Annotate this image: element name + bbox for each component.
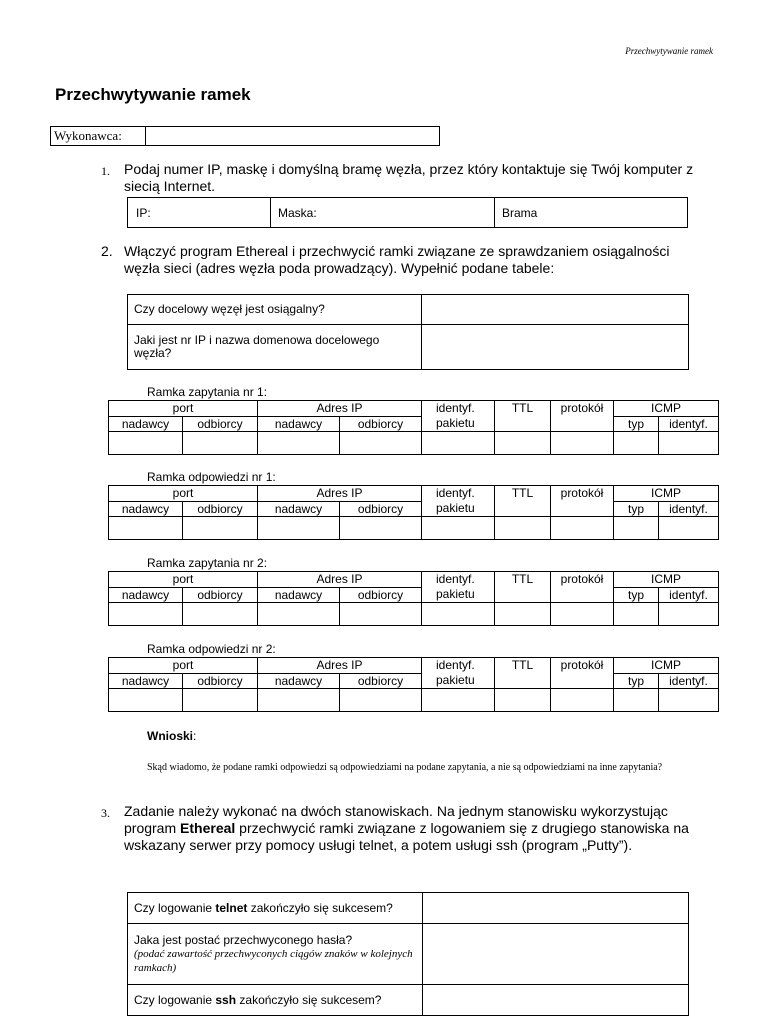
header-ip-odbiorcy: odbiorcy xyxy=(340,501,422,517)
wykonawca-field[interactable] xyxy=(147,127,437,145)
header-ttl: TTL xyxy=(495,572,551,603)
header-port-odbiorcy: odbiorcy xyxy=(183,501,258,517)
cell-port-odbiorcy[interactable] xyxy=(183,432,258,455)
header-adres-ip: Adres IP xyxy=(258,486,422,502)
table-row xyxy=(128,924,689,985)
cell-port-nadawcy[interactable] xyxy=(109,603,183,626)
header-port-odbiorcy: odbiorcy xyxy=(183,416,258,432)
header-adres-ip: Adres IP xyxy=(258,401,422,417)
table-row xyxy=(109,517,719,540)
q3-answer-ssh[interactable] xyxy=(423,985,689,1016)
cell-ip-nadawcy[interactable] xyxy=(258,689,340,712)
header-identyf-pakietu: identyf. pakietu xyxy=(422,572,495,603)
wykonawca-box xyxy=(50,126,440,146)
cell-identyf-pakietu[interactable] xyxy=(422,432,495,455)
cell-ip-odbiorcy[interactable] xyxy=(340,432,422,455)
cell-port-nadawcy[interactable] xyxy=(109,517,183,540)
frame-table-4 xyxy=(108,657,719,712)
header-icmp: ICMP xyxy=(614,486,719,502)
cell-identyf-pakietu[interactable] xyxy=(422,689,495,712)
cell-ip-odbiorcy[interactable] xyxy=(340,517,422,540)
wykonawca-label: Wykonawca: xyxy=(51,127,146,145)
table-row xyxy=(128,985,689,1016)
cell-ttl[interactable] xyxy=(495,432,551,455)
cell-icmp-identyf[interactable] xyxy=(659,689,719,712)
q3-question-password: Jaka jest postać przechwyconego hasła? (podać zawartość przechwyconych ciągów znaków w kolejnych ramkach) xyxy=(128,924,423,985)
header-icmp: ICMP xyxy=(614,658,719,674)
header-icmp-identyf: identyf. xyxy=(659,416,719,432)
q1-answer-table xyxy=(127,197,688,228)
header-port-nadawcy: nadawcy xyxy=(109,673,183,689)
header-adres-ip: Adres IP xyxy=(258,658,422,674)
header-icmp-typ: typ xyxy=(614,673,659,689)
header-ip-odbiorcy: odbiorcy xyxy=(340,587,422,603)
header-port-odbiorcy: odbiorcy xyxy=(183,673,258,689)
header-ttl: TTL xyxy=(495,486,551,517)
header-icmp: ICMP xyxy=(614,401,719,417)
header-port: port xyxy=(109,572,258,588)
header-protokol: protokół xyxy=(551,486,614,517)
q2-text: Włączyć program Ethereal i przechwycić ramki związane ze sprawdzaniem osiągalności węzła sieci (adres węzła poda prowadzący). Wypełnić podane tabele: xyxy=(124,243,670,276)
cell-ttl[interactable] xyxy=(495,517,551,540)
cell-ip-nadawcy[interactable] xyxy=(258,432,340,455)
header-protokol: protokół xyxy=(551,658,614,689)
header-protokol: protokół xyxy=(551,401,614,432)
header-icmp-typ: typ xyxy=(614,416,659,432)
cell-identyf-pakietu[interactable] xyxy=(422,603,495,626)
header-ip-nadawcy: nadawcy xyxy=(258,501,340,517)
q3-answer-telnet[interactable] xyxy=(423,893,689,924)
q2-question-reachable: Czy docelowy węzęł jest osiągalny? xyxy=(128,295,422,325)
header-port-nadawcy: nadawcy xyxy=(109,587,183,603)
conclusions-heading: Wnioski: xyxy=(147,729,197,743)
table-row xyxy=(109,432,719,455)
q2-number: 2. xyxy=(101,243,113,259)
header-ip-nadawcy: nadawcy xyxy=(258,416,340,432)
cell-protokol[interactable] xyxy=(551,689,614,712)
header-adres-ip: Adres IP xyxy=(258,572,422,588)
header-ip-nadawcy: nadawcy xyxy=(258,587,340,603)
q2-table xyxy=(127,294,689,370)
header-icmp-typ: typ xyxy=(614,587,659,603)
cell-icmp-identyf[interactable] xyxy=(659,517,719,540)
running-header: Przechwytywanie ramek xyxy=(625,46,713,56)
header-ttl: TTL xyxy=(495,658,551,689)
table-row xyxy=(128,893,689,924)
cell-identyf-pakietu[interactable] xyxy=(422,517,495,540)
header-port-nadawcy: nadawcy xyxy=(109,416,183,432)
header-port: port xyxy=(109,658,258,674)
cell-ttl[interactable] xyxy=(495,689,551,712)
cell-port-odbiorcy[interactable] xyxy=(183,603,258,626)
cell-icmp-typ[interactable] xyxy=(614,603,659,626)
cell-port-nadawcy[interactable] xyxy=(109,432,183,455)
cell-ttl[interactable] xyxy=(495,603,551,626)
header-port-odbiorcy: odbiorcy xyxy=(183,587,258,603)
header-icmp-typ: typ xyxy=(614,501,659,517)
table-row xyxy=(109,689,719,712)
header-identyf-pakietu: identyf. pakietu xyxy=(422,658,495,689)
table-row xyxy=(128,295,689,325)
frame-table-1 xyxy=(108,400,719,455)
cell-ip-nadawcy[interactable] xyxy=(258,517,340,540)
cell-icmp-typ[interactable] xyxy=(614,689,659,712)
frame-table-3 xyxy=(108,571,719,626)
cell-ip-nadawcy[interactable] xyxy=(258,603,340,626)
cell-icmp-identyf[interactable] xyxy=(659,603,719,626)
conclusions-text: Skąd wiadomo, że podane ramki odpowiedzi są odpowiedziami na podane zapytania, a nie są odpowiedziami na inne zapytania? xyxy=(147,762,663,773)
header-port-nadawcy: nadawcy xyxy=(109,501,183,517)
cell-ip-odbiorcy[interactable] xyxy=(340,689,422,712)
cell-port-nadawcy[interactable] xyxy=(109,689,183,712)
q2-question-ip-domain: Jaki jest nr IP i nazwa domenowa docelowego węzła? xyxy=(128,325,422,370)
q3-answer-password[interactable] xyxy=(423,924,689,985)
q2-answer-reachable[interactable] xyxy=(422,295,689,325)
cell-icmp-typ[interactable] xyxy=(614,432,659,455)
header-ip-odbiorcy: odbiorcy xyxy=(340,416,422,432)
header-protokol: protokół xyxy=(551,572,614,603)
mask-label: Maska: xyxy=(278,206,317,220)
q3-number: 3. xyxy=(101,806,110,820)
cell-port-odbiorcy[interactable] xyxy=(183,517,258,540)
header-identyf-pakietu: identyf. pakietu xyxy=(422,486,495,517)
header-identyf-pakietu: identyf. pakietu xyxy=(422,401,495,432)
frame-label-1: Ramka zapytania nr 1: xyxy=(147,385,268,399)
cell-protokol[interactable] xyxy=(551,432,614,455)
q3-table xyxy=(127,892,689,1016)
ip-label: IP: xyxy=(136,206,151,220)
conclusions-label: Wnioski xyxy=(147,729,194,743)
header-port: port xyxy=(109,486,258,502)
header-ip-nadawcy: nadawcy xyxy=(258,673,340,689)
q3-text: Zadanie należy wykonać na dwóch stanowiskach. Na jednym stanowisku wykorzystując program Ethereal przechwycić ramki związane z logowaniem się z drugiego stanowiska na wskazany serwer przy pomocy usługi telnet, a potem usługi ssh (program „Putty”). xyxy=(124,803,689,853)
cell-icmp-identyf[interactable] xyxy=(659,432,719,455)
q1-text: Podaj numer IP, maskę i domyślną bramę węzła, przez który kontaktuje się Twój komputer z siecią Internet. xyxy=(124,161,694,194)
gateway-label: Brama xyxy=(502,206,538,220)
cell-port-odbiorcy[interactable] xyxy=(183,689,258,712)
frame-table-2 xyxy=(108,485,719,540)
header-icmp-identyf: identyf. xyxy=(659,673,719,689)
header-ttl: TTL xyxy=(495,401,551,432)
cell-icmp-typ[interactable] xyxy=(614,517,659,540)
cell-protokol[interactable] xyxy=(551,517,614,540)
header-icmp-identyf: identyf. xyxy=(659,587,719,603)
header-icmp: ICMP xyxy=(614,572,719,588)
frame-label-3: Ramka zapytania nr 2: xyxy=(147,556,268,570)
q1-number: 1. xyxy=(101,164,110,178)
frame-label-2: Ramka odpowiedzi nr 1: xyxy=(147,470,276,484)
cell-protokol[interactable] xyxy=(551,603,614,626)
frame-label-4: Ramka odpowiedzi nr 2: xyxy=(147,642,276,656)
header-icmp-identyf: identyf. xyxy=(659,501,719,517)
header-port: port xyxy=(109,401,258,417)
page-title: Przechwytywanie ramek xyxy=(55,85,251,104)
q3-question-telnet: Czy logowanie telnet zakończyło się sukcesem? xyxy=(128,893,423,924)
q2-answer-ip-domain[interactable] xyxy=(422,325,689,370)
header-ip-odbiorcy: odbiorcy xyxy=(340,673,422,689)
table-row xyxy=(109,603,719,626)
q3-question-ssh: Czy logowanie ssh zakończyło się sukcesem? xyxy=(128,985,423,1016)
cell-ip-odbiorcy[interactable] xyxy=(340,603,422,626)
table-row xyxy=(128,325,689,370)
